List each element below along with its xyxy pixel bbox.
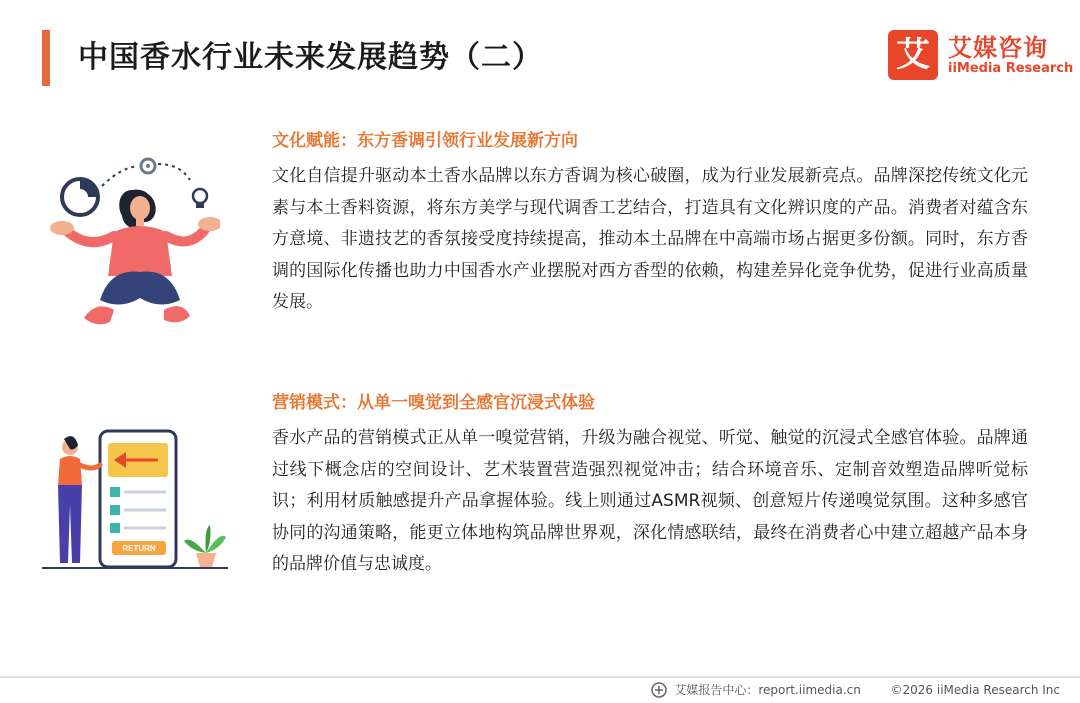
return-label: RETURN bbox=[122, 544, 156, 553]
logo-en-text: iiMedia Research bbox=[948, 61, 1074, 76]
footer-copyright: ©2026 iiMedia Research Inc bbox=[890, 682, 1060, 697]
section-body: 文化自信提升驱动本土香水品牌以东方香调为核心破圈，成为行业发展新亮点。品牌深挖传统文化元素与本土香料资源，将东方美学与现代调香工艺结合，打造具有文化辨识度的产品。消费者对蕴含东方意境、非遗技艺的香氛接受度持续提高，推动本土品牌在中高端市场占据更多份额。同时，东方香调的国际化传播也助力中国香水产业摆脱对西方香型的依赖，构建差异化竞争优势，促进行业高质量发展。 bbox=[272, 166, 1028, 312]
footer bbox=[651, 680, 1061, 698]
page-title: 中国香水行业未来发展趋势（二） bbox=[78, 40, 543, 75]
logo-mark-icon: 艾 bbox=[888, 30, 938, 80]
section-marketing bbox=[272, 389, 1028, 581]
phone-return-icon bbox=[40, 425, 230, 575]
section-heading: 营销模式：从单一嗅觉到全感官沉浸式体验 bbox=[272, 393, 595, 413]
brand-logo bbox=[888, 30, 1074, 82]
source-logo-icon bbox=[651, 682, 667, 698]
section-culture bbox=[272, 127, 1028, 319]
woman-thinking-icon bbox=[40, 150, 220, 340]
title-accent-bar bbox=[42, 30, 50, 86]
footer-source: 艾媒报告中心：report.iimedia.cn bbox=[674, 682, 861, 697]
footer-divider bbox=[0, 676, 1080, 678]
section-body: 香水产品的营销模式正从单一嗅觉营销，升级为融合视觉、听觉、触觉的沉浸式全感官体验。品牌通过线下概念店的空间设计、艺术装置营造强烈视觉冲击；结合环境音乐、定制音效塑造品牌听觉标识；利用材质触感提升产品拿握体验。线上则通过ASMR视频、创意短片传递嗅觉氛围。这种多感官协同的沟通策略，能更立体地构筑品牌世界观，深化情感联结，最终在消费者心中建立超越产品本身的品牌价值与忠诚度。 bbox=[272, 428, 1028, 574]
section-heading: 文化赋能：东方香调引领行业发展新方向 bbox=[272, 131, 578, 151]
logo-cn-text: 艾媒咨询 bbox=[948, 34, 1048, 62]
